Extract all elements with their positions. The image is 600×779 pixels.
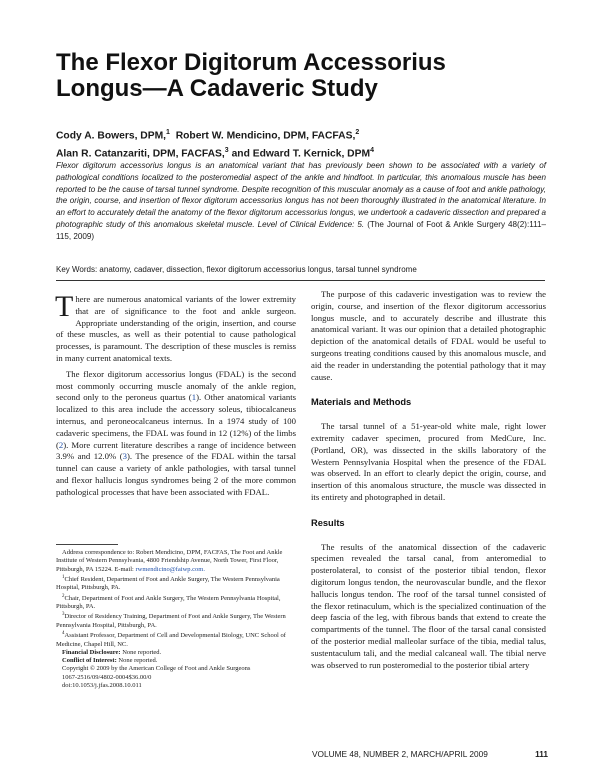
reference-link-2[interactable]: 2 <box>58 439 64 450</box>
affiliation-note-2: $^2$Chair, Department of Foot and Ankle Surgery, The Western Pennsylvania Hospital, Pittsburgh, PA. <box>56 593 281 611</box>
author-1-affil: 1 <box>166 129 170 136</box>
author-line-1 <box>56 125 576 143</box>
correspondence-email[interactable]: rwmendicino@faiwp.com. <box>135 565 205 573</box>
intro-paragraph-1: There are numerous anatomical variants of the lower extremity that are of significance to the foot and ankle surgeon. Appropriate understanding of the origin, insertion, and course of these muscles, as well as their potential to cause pathological processes, is paramount. The description of these muscles is remiss in many current anatomical texts. <box>55 290 296 363</box>
issn-line: 1067-2516/09/4802-0004$36.00/0 <box>62 673 152 681</box>
drop-cap: T <box>55 290 74 323</box>
affiliation-note-3: $^3$Director of Residency Training, Department of Foot and Ankle Surgery, The Western Pennsylvania Hospital, Pittsburgh, PA. <box>56 612 286 629</box>
page-footer <box>312 749 548 759</box>
abstract-citation: (The Journal of Foot & Ankle Surgery 48(2):111–115, 2009) <box>56 219 546 241</box>
purpose-paragraph: The purpose of this cadaveric investigation was to review the origin, course, and insertion of the flexor digitorum accessorius longus muscle, and to accurately describe and illustrate this anatomical variant. It was our opinion that a detailed photographic depiction of the anatomical details of FDAL would be useful to surgeons treating conditions caused by this anomalous muscle, and aid the reader in understanding the potential pathology that it may cause. <box>311 289 546 382</box>
footnote-divider <box>56 544 118 545</box>
author-4: Edward T. Kernick, DPM <box>252 148 371 160</box>
results-paragraph: The results of the anatomical dissection of the cadaveric specimen revealed the tarsal canal, from anteromedial to posterolateral, to consist of the posterior tibial tendon, flexor digitorum longus tendon, the neurovascular bundle, and the flexor hallucis longus tendon. The roof of the tarsal tunnel consisted of the flexor retinaculum, which is the specialized continuation of the deep fascia of the leg, with fibrous bands that extend to create the compartments of the tunnel. The floor of the tarsal canal consisted of the posterior medial malleolar surface of the tibia, medial talus, sustentaculum tali, and the medial calcaneal wall. The tibial nerve was observed to run posteromedial to the posterior tibial artery <box>311 541 546 670</box>
author-2-affil: 2 <box>355 129 360 136</box>
copyright-line: Copyright © 2009 by the American College of Foot and Ankle Surgeons <box>62 665 251 673</box>
financial-disclosure: Financial Disclosure: None reported. <box>62 648 162 656</box>
author-3: Alan R. Catanzariti, DPM, FACFAS, <box>56 148 225 160</box>
author-and: and <box>231 148 250 160</box>
author-3-affil: 3 <box>224 147 229 155</box>
section-heading-results: Results <box>311 517 345 528</box>
affiliation-note-1: $^1$Chief Resident, Department of Foot and Ankle Surgery, The Western Pennsylvania Hospital, Pittsburgh, PA. <box>56 574 280 592</box>
keywords: Key Words: anatomy, cadaver, dissection, flexor digitorum accessorius longus, tarsal tunnel syndrome <box>56 265 417 274</box>
methods-paragraph: The tarsal tunnel of a 51-year-old white male, right lower extremity cadaver specimen, procured from MedCure, Inc. (Portland, OR), was dissected in the skills laboratory of the Western Pennsylvania Hospital when the presence of the FDAL was observed. In an effort to clearly depict the origin, course, and insertion of this anomalous structure, the muscle was dissected in its entirety and photographed in detail. <box>311 421 546 502</box>
header-divider <box>56 280 545 281</box>
reference-link-1[interactable]: 1 <box>191 392 197 403</box>
correspondence-note: Address correspondence to: Robert Mendicino, DPM, FACFAS, The Foot and Ankle Institute of Western Pennsylvania, 4800 Friendship Avenue, North Tower, First Floor, Pittsburgh, PA 15224. E-mail: rwmendicino@faiwp.com. <box>56 549 283 573</box>
article-title <box>56 50 556 102</box>
intro-paragraph-2: The flexor digitorum accessorius longus (FDAL) is the second most commonly occurring muscle anomaly of the ankle region, second only to the peroneus quartus (1). Other anatomical variants localized to this area include the accessory soleus, tibiocalcaneus internus, and peroneocalcaneus internus. In a 1974 study of 100 cadaveric specimens, the FDAL was found in 12 (12%) of the limbs (2). More current literature describes a range of incidence between 3.9% and 12.0% (3). The presence of the FDAL within the tarsal tunnel can cause a variety of ankle pathologies, with tarsal tunnel and flexor hallucis longus syndromes being 2 of the more common pathological processes that have been associated with FDAL. <box>56 368 296 497</box>
section-heading-methods: Materials and Methods <box>311 397 412 408</box>
left-column <box>55 290 296 503</box>
abstract-text: Flexor digitorum accessorius longus is an anatomical variant that has previously been shown to be associated with a variety of pathological conditions localized to the posteromedial aspect of the ankle and hindfoot. In particular, this anomalous muscle has been reported to be the cause of tarsal tunnel syndrome. Despite recognition of this muscular anomaly as a cause of foot and ankle pathology, the origin, course, and insertion of flexor digitorum accessorius longus has not been thoroughly illustrated in the anatomical literature. In an effort to accurately detail the anatomy of the flexor digitorum accessorius longus, we undertook a cadaveric dissection and prepared a photographic study of this anomalous skeletal muscle. Level of Clinical Evidence: 5. <box>56 161 546 229</box>
conflict-of-interest: Conflict of Interest: None reported. <box>62 657 158 665</box>
page-number: 111 <box>535 749 548 759</box>
reference-link-3[interactable]: 3 <box>122 451 127 462</box>
abstract <box>56 160 546 243</box>
author-4-affil: 4 <box>370 147 374 155</box>
author-2: Robert W. Mendicino, DPM, FACFAS, <box>175 130 356 142</box>
footnotes <box>56 549 296 690</box>
doi-line: doi:10.1053/j.jfas.2008.10.011 <box>62 682 142 690</box>
author-list <box>56 125 576 162</box>
right-column <box>311 289 546 675</box>
author-1: Cody A. Bowers, DPM, <box>56 130 167 142</box>
affiliation-note-4: $^4$Assistant Professor, Department of Cell and Developmental Biology, UNC School of Medicine, Chapel Hill, NC. <box>56 631 286 648</box>
journal-volume: VOLUME 48, NUMBER 2, MARCH/APRIL 2009 <box>312 749 488 759</box>
title-line-2: Longus—A Cadaveric Study <box>56 75 378 102</box>
title-line-1: The Flexor Digitorum Accessorius <box>56 49 446 76</box>
